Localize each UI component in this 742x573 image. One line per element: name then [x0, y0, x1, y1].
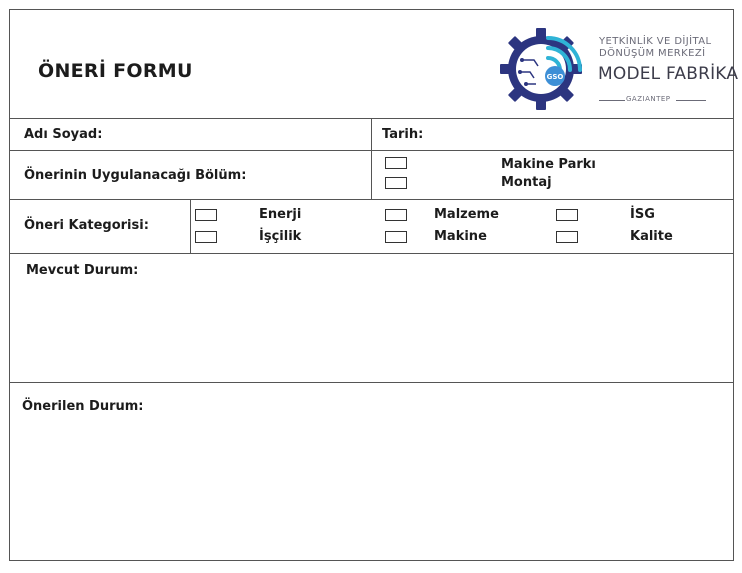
form-title: ÖNERİ FORMU: [38, 60, 193, 82]
divider: [190, 199, 191, 253]
category-option-malzeme: Malzeme: [434, 207, 499, 222]
logo-line-1: YETKİNLİK VE DİJİTAL: [599, 36, 712, 47]
logo-line-2: DÖNÜŞÜM MERKEZİ: [599, 48, 706, 59]
category-option-makine: Makine: [434, 229, 487, 244]
category-option-enerji: Enerji: [259, 207, 302, 222]
current-status-label: Mevcut Durum:: [26, 263, 139, 278]
date-label: Tarih:: [382, 127, 424, 142]
department-checkbox-makine-parki[interactable]: [385, 157, 407, 169]
divider: [9, 199, 734, 200]
name-label: Adı Soyad:: [24, 127, 103, 142]
category-checkbox-makine[interactable]: [385, 231, 407, 243]
category-checkbox-enerji[interactable]: [195, 209, 217, 221]
department-label: Önerinin Uygulanacağı Bölüm:: [24, 168, 247, 183]
category-checkbox-kalite[interactable]: [556, 231, 578, 243]
logo-rule-left: [599, 100, 625, 101]
proposed-status-area[interactable]: [10, 418, 733, 559]
divider: [371, 118, 372, 199]
model-fabrika-logo: [500, 28, 584, 110]
category-label: Öneri Kategorisi:: [24, 218, 149, 233]
category-checkbox-iscilik[interactable]: [195, 231, 217, 243]
logo-city: GAZIANTEP: [626, 95, 671, 103]
category-checkbox-malzeme[interactable]: [385, 209, 407, 221]
proposed-status-label: Önerilen Durum:: [22, 399, 144, 414]
category-option-isg: İSG: [630, 207, 655, 222]
category-checkbox-isg[interactable]: [556, 209, 578, 221]
department-option-montaj: Montaj: [501, 175, 552, 190]
gso-badge: GSO: [546, 73, 564, 81]
logo-rule-right: [676, 100, 706, 101]
gear-logo-icon: [500, 28, 584, 110]
divider: [9, 253, 734, 254]
logo-line-3: MODEL FABRİKA: [598, 64, 739, 84]
divider: [9, 382, 734, 383]
department-checkbox-montaj[interactable]: [385, 177, 407, 189]
category-option-iscilik: İşçilik: [259, 229, 302, 244]
current-status-area[interactable]: [10, 282, 733, 381]
category-option-kalite: Kalite: [630, 229, 673, 244]
department-option-makine-parki: Makine Parkı: [501, 157, 596, 172]
